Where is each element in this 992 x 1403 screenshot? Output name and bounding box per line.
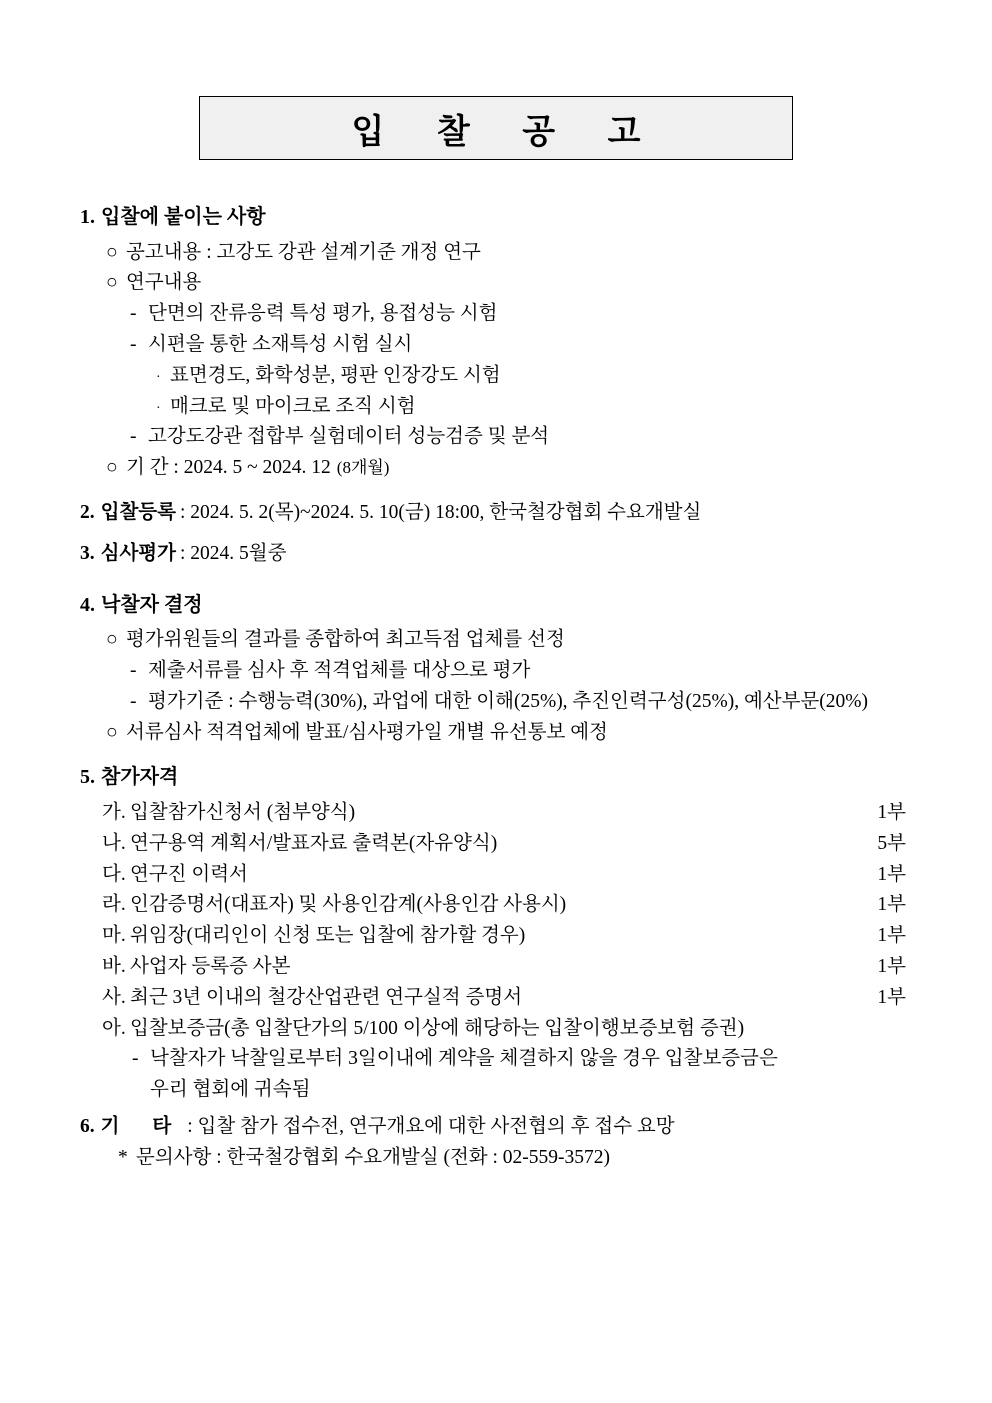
list-item-text: 시편을 통한 소재특성 시험 실시 — [148, 333, 413, 355]
page-title: 입 찰 공 고 — [351, 113, 663, 151]
list-item-text: 입찰보증금(총 입찰단가의 5/100 이상에 해당하는 입찰이행보증보험 증권) — [130, 1017, 745, 1039]
list-item-label: 사. — [102, 986, 126, 1008]
list-item-label: 나. — [102, 832, 126, 854]
section-1-heading — [80, 202, 906, 234]
list-item-suffix: (8개월) — [336, 458, 390, 478]
list-item-count: 1부 — [877, 925, 906, 947]
section-4-number: 4. — [80, 593, 95, 616]
list-item-text: 표면경도, 화학성분, 평판 인장강도 시험 — [170, 364, 501, 386]
section-5-number: 5. — [80, 766, 95, 789]
list-item — [132, 1044, 906, 1075]
list-item-text: 서류심사 적격업체에 발표/심사평가일 개별 유선통보 예정 — [126, 721, 608, 743]
list-item-text: 최근 3년 이내의 철강산업관련 연구실적 증명서 — [130, 986, 523, 1008]
list-item-label: 마. — [102, 925, 126, 947]
list-item-count: 1부 — [877, 863, 906, 885]
section-6-number: 6. — [80, 1115, 95, 1137]
list-item-label: 라. — [102, 894, 126, 916]
section-3-heading — [80, 539, 906, 570]
qualification-list — [102, 798, 906, 1106]
bullet-dash-icon: - — [130, 333, 137, 355]
list-item-count: 1부 — [877, 986, 906, 1008]
list-item — [156, 392, 906, 423]
list-item-text: 평가기준 : 수행능력(30%), 과업에 대한 이해(25%), 추진인력구성(25%), 예산부문(20%) — [148, 690, 869, 712]
list-item — [130, 656, 906, 687]
list-item-text: 단면의 잔류응력 특성 평가, 용접성능 시험 — [148, 303, 498, 325]
section-2-title: 입찰등록 — [100, 501, 176, 523]
list-item — [102, 921, 906, 952]
section-5-title: 참가자격 — [101, 766, 179, 789]
bullet-circle-icon: ○ — [106, 457, 118, 479]
list-item-count: 1부 — [877, 894, 906, 916]
bullet-circle-icon: ○ — [106, 272, 118, 294]
list-item-count: 5부 — [877, 832, 906, 854]
bullet-dash-icon: - — [130, 690, 137, 712]
bullet-dash-icon: - — [130, 426, 137, 448]
section-3-text: : 2024. 5월중 — [179, 542, 287, 564]
bullet-dot-icon: · — [156, 400, 161, 416]
bullet-circle-icon: ○ — [106, 629, 118, 651]
list-item — [102, 860, 906, 891]
list-item-text: 연구용역 계획서/발표자료 출력본(자유양식) — [130, 832, 498, 854]
section-2-heading — [80, 498, 906, 529]
list-item-text: 낙찰자가 낙찰일로부터 3일이내에 계약을 체결하지 않을 경우 입찰보증금은 — [150, 1048, 778, 1070]
section-6-heading — [80, 1112, 906, 1143]
list-item — [106, 453, 906, 484]
list-item-count: 1부 — [877, 801, 906, 823]
section-5-heading — [80, 762, 906, 794]
bullet-dash-icon: - — [132, 1048, 139, 1070]
list-item-continuation: 우리 협회에 귀속됨 — [150, 1079, 311, 1101]
list-item-text: 평가위원들의 결과를 종합하여 최고득점 업체를 선정 — [126, 629, 565, 651]
bullet-dash-icon: - — [130, 659, 137, 681]
list-item-text: 매크로 및 마이크로 조직 시험 — [170, 395, 416, 417]
list-item-text: 기 간 : 2024. 5 ~ 2024. 12 — [126, 457, 331, 479]
list-item — [102, 983, 906, 1014]
footnote — [118, 1143, 906, 1174]
title-container — [0, 0, 992, 160]
list-item — [130, 422, 906, 453]
list-item-text: 고강도강관 접합부 실험데이터 성능검증 및 분석 — [148, 426, 550, 448]
list-item-label: 아. — [102, 1017, 126, 1039]
section-2-number: 2. — [80, 501, 95, 523]
asterisk-icon: * — [118, 1146, 128, 1168]
list-item — [130, 687, 906, 718]
list-item — [102, 829, 906, 860]
list-item-text: 공고내용 : 고강도 강관 설계기준 개정 연구 — [126, 241, 481, 263]
list-item — [106, 625, 906, 656]
bullet-circle-icon: ○ — [106, 241, 118, 263]
list-item-count: 1부 — [877, 955, 906, 977]
list-item — [102, 1014, 906, 1045]
bullet-dot-icon: · — [156, 369, 161, 385]
list-item-text: 연구진 이력서 — [130, 863, 248, 885]
list-item-label: 다. — [102, 863, 126, 885]
section-1-number: 1. — [80, 206, 95, 228]
list-item-text: 연구내용 — [126, 272, 202, 294]
title-box — [199, 96, 793, 160]
bullet-dash-icon: - — [130, 303, 137, 325]
list-item — [102, 798, 906, 829]
list-item — [106, 238, 906, 269]
section-6-text: : 입찰 참가 접수전, 연구개요에 대한 사전협의 후 접수 요망 — [187, 1115, 675, 1137]
list-item — [156, 361, 906, 392]
list-item-label: 바. — [102, 955, 126, 977]
section-6-title: 기 타 — [100, 1115, 186, 1137]
list-item — [130, 299, 906, 330]
bullet-circle-icon: ○ — [106, 721, 118, 743]
list-item-text: 입찰참가신청서 (첨부양식) — [130, 801, 356, 823]
list-item — [130, 330, 906, 361]
section-4-title: 낙찰자 결정 — [101, 593, 203, 616]
list-item-label: 가. — [102, 801, 126, 823]
list-item-text: 제출서류를 심사 후 적격업체를 대상으로 평가 — [148, 659, 531, 681]
footnote-text: 문의사항 : 한국철강협회 수요개발실 (전화 : 02-559-3572) — [136, 1146, 611, 1168]
list-item-text: 인감증명서(대표자) 및 사용인감계(사용인감 사용시) — [130, 894, 567, 916]
document-body — [0, 202, 992, 1174]
section-3-title: 심사평가 — [100, 542, 176, 564]
section-3-number: 3. — [80, 542, 95, 564]
list-item — [102, 952, 906, 983]
list-item-text: 사업자 등록증 사본 — [130, 955, 291, 977]
list-item — [102, 890, 906, 921]
section-2-text: : 2024. 5. 2(목)~2024. 5. 10(금) 18:00, 한국철강협회 수요개발실 — [179, 501, 702, 523]
list-item-text: 위임장(대리인이 신청 또는 입찰에 참가할 경우) — [130, 925, 526, 947]
section-1-title: 입찰에 붙이는 사항 — [101, 206, 266, 228]
list-item — [106, 718, 906, 749]
section-4-heading — [80, 590, 906, 622]
list-item — [106, 268, 906, 299]
